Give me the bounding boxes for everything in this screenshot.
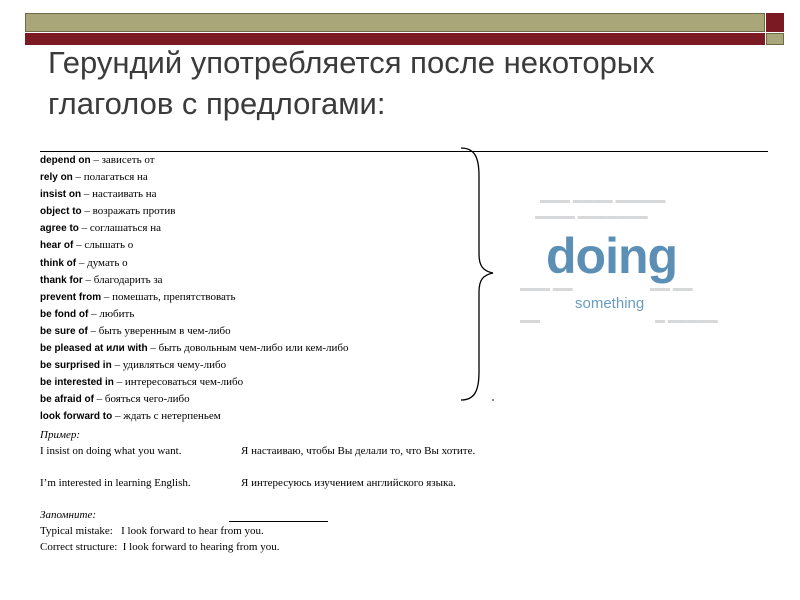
header-red-square <box>766 13 784 32</box>
example-ru: Я настаиваю, чтобы Вы делали то, что Вы хотите. <box>241 445 476 457</box>
verb-item <box>40 220 349 237</box>
example-en: I insist on doing what you want. <box>40 445 182 457</box>
verb-ru: – удивляться чему-либо <box>114 359 227 372</box>
verb-ru: – благодарить за <box>85 273 163 286</box>
typical-mistake: Typical mistake: I look forward to hear from you. <box>40 525 264 537</box>
example-heading: Пример: <box>40 429 81 441</box>
verb-en: be surprised in <box>40 360 112 372</box>
verb-en: look forward to <box>40 411 113 423</box>
verb-en: depend on <box>40 155 91 166</box>
verb-en: hear of <box>40 240 74 252</box>
verb-en: object to <box>40 206 82 218</box>
curly-brace-icon <box>455 146 495 404</box>
verb-ru: – бояться чего-либо <box>96 393 190 406</box>
verb-item <box>40 306 349 323</box>
verb-ru: – быть уверенным в чем-либо <box>90 324 231 337</box>
doing-word: doing <box>546 228 678 284</box>
verb-ru: – настаивать на <box>83 188 157 201</box>
verb-ru: – слышать о <box>76 239 134 252</box>
slide-title: Герундий употребляется после некоторых глаголов с предлогами: <box>48 45 655 121</box>
verb-item <box>40 186 349 203</box>
verb-en: think of <box>40 257 77 269</box>
verb-item <box>40 357 349 374</box>
verb-item <box>40 272 349 289</box>
verb-ru: – возражать против <box>84 205 176 218</box>
header-olive-bar <box>25 13 765 32</box>
verb-ru: – полагаться на <box>75 171 148 184</box>
verb-list <box>40 152 349 426</box>
spacer <box>40 459 279 475</box>
verb-item <box>40 374 349 391</box>
example-ru: Я интересуюсь изучением английского языка. <box>241 477 456 489</box>
example-row <box>40 475 456 491</box>
verb-en: insist on <box>40 189 82 201</box>
examples-section <box>40 427 476 555</box>
blurred-background-text: ▬▬▬ ▬▬ <box>520 283 573 294</box>
verb-ru: – зависеть от <box>93 154 155 166</box>
verb-en: prevent from <box>40 291 102 303</box>
verb-item <box>40 152 349 169</box>
verb-en: be interested in <box>40 377 114 389</box>
verb-item <box>40 169 349 186</box>
example-en: I’m interested in learning English. <box>40 477 191 489</box>
something-word: something <box>575 295 645 312</box>
verb-item <box>40 323 349 340</box>
verb-item <box>40 408 349 425</box>
blurred-background-text: ▬▬ ▬▬ <box>650 283 693 294</box>
verb-ru: – любить <box>91 307 135 320</box>
example-row <box>40 443 476 459</box>
header-olive-square <box>766 33 784 45</box>
blurred-background-text: ▬ ▬▬▬▬▬ <box>655 315 718 326</box>
strikethrough-line <box>229 521 328 522</box>
verb-item <box>40 391 349 408</box>
verb-ru: – соглашаться на <box>81 222 161 235</box>
verb-en: be sure of <box>40 325 88 337</box>
blurred-background-text: ▬▬▬▬ ▬▬▬▬▬▬▬ <box>535 211 648 222</box>
verb-en: agree to <box>40 223 79 235</box>
verb-item <box>40 340 349 357</box>
spacer <box>40 491 279 507</box>
stray-dot <box>492 399 494 401</box>
verb-item <box>40 289 349 306</box>
verb-en: be pleased at или with <box>40 343 148 355</box>
verb-en: be afraid of <box>40 394 94 406</box>
verb-ru: – ждать с нетерпеньем <box>114 410 221 423</box>
doing-something-image <box>520 185 720 335</box>
remember-heading: Запомните: <box>40 509 96 521</box>
verb-item <box>40 255 349 272</box>
blurred-background-text: ▬▬▬ ▬▬▬▬ ▬▬▬▬▬ <box>540 195 666 206</box>
verb-ru: – быть довольным чем-либо или кем-либо <box>150 342 349 355</box>
verb-en: thank for <box>40 274 83 286</box>
verb-ru: – помешать, препятствовать <box>103 290 236 303</box>
verb-ru: – интересоваться чем-либо <box>116 376 244 389</box>
verb-en: rely on <box>40 172 73 184</box>
verb-item <box>40 237 349 254</box>
correct-structure: Correct structure: I look forward to hearing from you. <box>40 541 280 553</box>
verb-ru: – думать о <box>78 256 128 269</box>
verb-item <box>40 203 349 220</box>
blurred-background-text: ▬▬ <box>520 315 540 326</box>
verb-en: be fond of <box>40 308 89 320</box>
